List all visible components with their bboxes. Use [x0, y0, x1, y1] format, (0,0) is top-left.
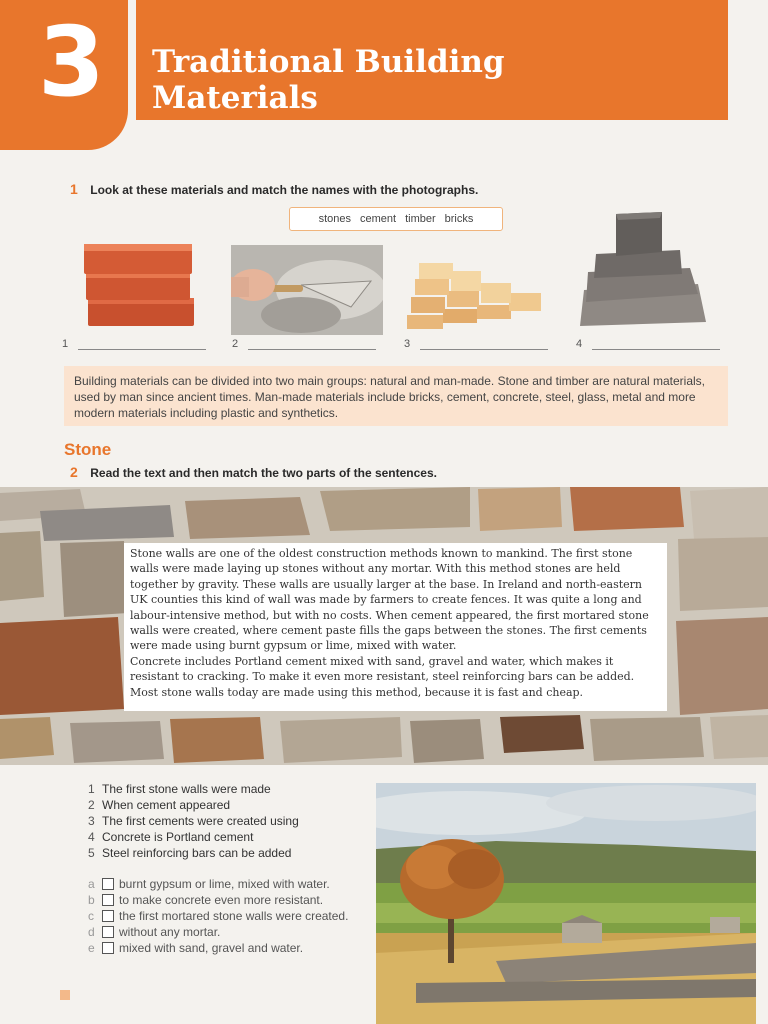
answer-checkbox[interactable]: [102, 942, 114, 954]
list-item: c the first mortared stone walls were created.: [88, 909, 349, 923]
exercise-number: 2: [70, 464, 78, 480]
answer-checkbox[interactable]: [102, 926, 114, 938]
exercise-number: 1: [70, 181, 78, 197]
info-box: Building materials can be divided into two main groups: natural and man-made. Stone and timber are natural materials, used by man since ancient times. Man-made materials include bricks, cement, concrete, steel, glass, metal and more modern materials including plastic and synthetics.: [64, 366, 728, 426]
answer-line-3[interactable]: [420, 339, 548, 350]
list-item: b to make concrete even more resistant.: [88, 893, 324, 907]
list-item: 5 Steel reinforcing bars can be added: [88, 846, 292, 860]
word-timber: timber: [405, 213, 436, 225]
reading-paragraph-2: Concrete includes Portland cement mixed with sand, gravel and water, which makes it resistant to cracking. To make it even more resistant, steel reinforcing bars can be added. Most stone walls today are made using this method, because it is fast and cheap.: [130, 654, 635, 699]
list-item: d without any mortar.: [88, 925, 221, 939]
exercise-1-heading: [70, 181, 478, 199]
list-item: 2 When cement appeared: [88, 798, 231, 812]
exercise-2-heading: [70, 464, 437, 482]
title-line-2: Materials: [152, 80, 318, 116]
word-bricks: bricks: [444, 213, 474, 225]
word-cement: cement: [360, 213, 397, 225]
caption-2: 2: [232, 338, 376, 350]
caption-3: 3: [404, 338, 548, 350]
word-stones: stones: [318, 213, 352, 225]
page-title: [152, 44, 712, 116]
list-item: 1 The first stone walls were made: [88, 782, 271, 796]
unit-number: 3: [38, 6, 105, 118]
sentence-starts-list: [88, 781, 299, 861]
list-item: 3 The first cements were created using: [88, 814, 299, 828]
list-item: a burnt gypsum or lime, mixed with water.: [88, 877, 330, 891]
answer-checkbox[interactable]: [102, 910, 114, 922]
bricks-photo: [80, 238, 200, 330]
section-title-stone: Stone: [64, 440, 112, 459]
caption-4: 4: [576, 338, 720, 350]
exercise-instruction: Look at these materials and match the names with the photographs.: [90, 183, 479, 197]
landscape-photo: [376, 783, 756, 1024]
answer-line-2[interactable]: [248, 339, 376, 350]
cement-photo: [231, 245, 383, 335]
answer-checkbox[interactable]: [102, 878, 114, 890]
word-box: [289, 207, 503, 231]
stones-photo: [578, 210, 710, 328]
list-item: 4 Concrete is Portland cement: [88, 830, 254, 844]
reading-text: [124, 543, 667, 711]
caption-1: 1: [62, 338, 206, 350]
brick-stack: [84, 244, 194, 326]
title-line-1: Traditional Building: [152, 44, 505, 80]
answer-line-4[interactable]: [592, 339, 720, 350]
timber-photo: [405, 245, 545, 333]
reading-paragraph-1: Stone walls are one of the oldest construction methods known to mankind. The first stone walls were made laying up stones without any mortar. With this method stones are held together by gravity. These walls are usually larger at the base. In Ireland and north-eastern UK counties this kind of wall was made by farmers to create fences. It was quite a long and labour-intensive method, but with no costs. When cement appeared, the first mortared stone walls were created, where cement paste fills the gaps between the stones. The first cements were made using burnt gypsum or lime, mixed with water.: [130, 547, 649, 653]
exercise-instruction: Read the text and then match the two parts of the sentences.: [90, 466, 437, 480]
answer-checkbox[interactable]: [102, 894, 114, 906]
list-item: e mixed with sand, gravel and water.: [88, 941, 304, 955]
page-marker: [60, 990, 70, 1000]
timber-stack: [407, 263, 541, 329]
answer-line-1[interactable]: [78, 339, 206, 350]
sentence-endings-list: [88, 876, 348, 956]
